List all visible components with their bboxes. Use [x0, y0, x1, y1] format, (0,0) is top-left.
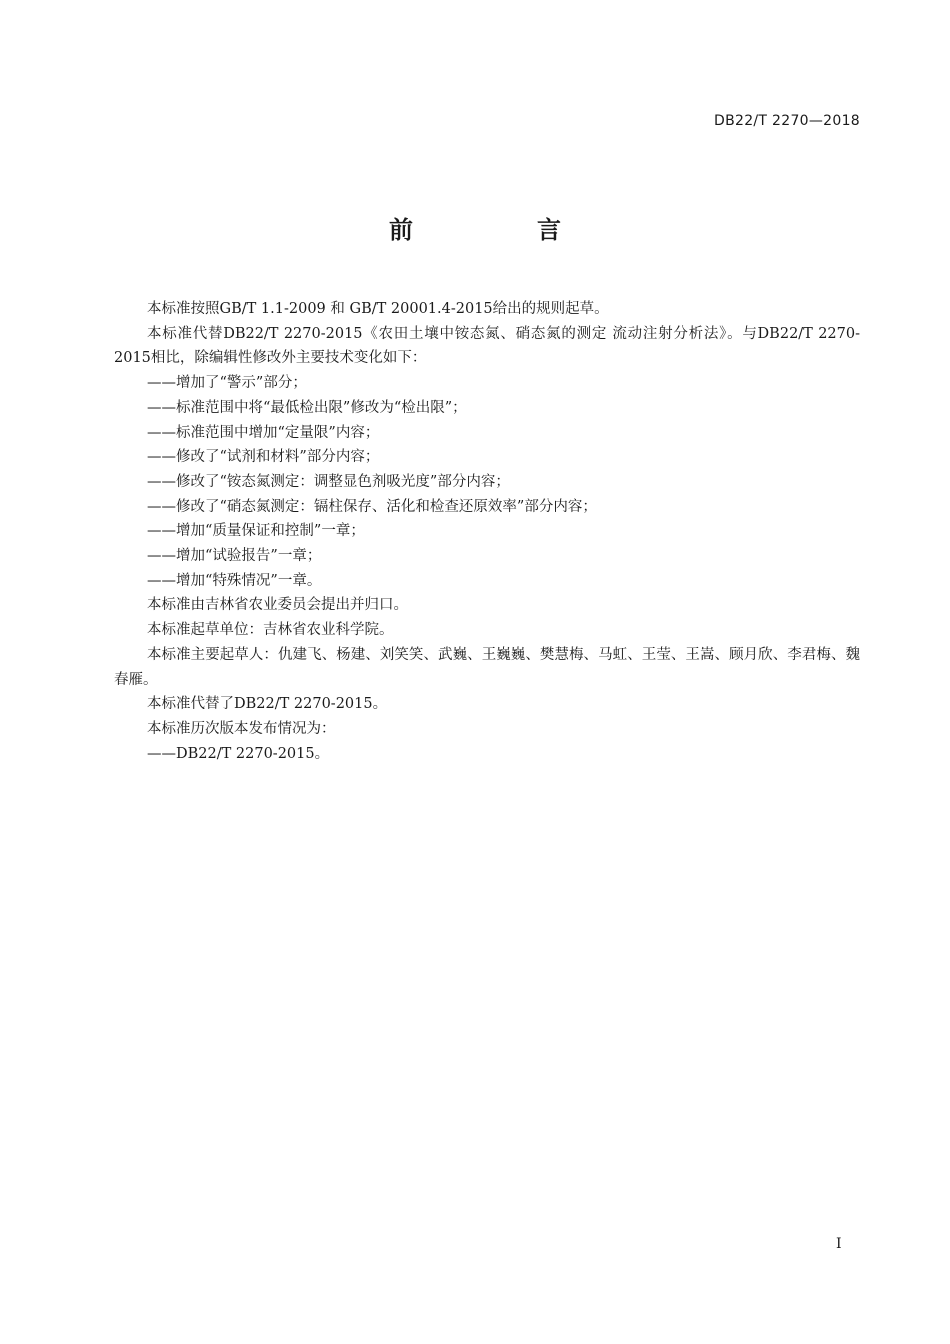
paragraph: 本标准由吉林省农业委员会提出并归口。 — [147, 597, 408, 614]
page-number: I — [836, 1236, 842, 1252]
paragraph: 本标准主要起草人：仇建飞、杨建、刘笑笑、武巍、王巍巍、樊慧梅、马虹、王莹、王嵩、顾月欣、李君梅、魏春雁。 — [114, 646, 860, 688]
list-item: ——DB22/T 2270-2015。 — [147, 745, 330, 762]
list-item: ——修改了“铵态氮测定：调整显色剂吸光度”部分内容； — [147, 473, 510, 490]
document-code: DB22/T 2270—2018 — [714, 113, 860, 129]
list-item: ——增加“质量保证和控制”一章； — [147, 523, 365, 540]
list-item: ——修改了“硝态氮测定：镉柱保存、活化和检查还原效率”部分内容； — [147, 498, 597, 515]
list-item: ——标准范围中增加“定量限”内容； — [147, 424, 380, 441]
list-item: ——修改了“试剂和材料”部分内容； — [147, 449, 380, 466]
paragraph: 本标准起草单位：吉林省农业科学院。 — [147, 622, 394, 639]
paragraph: 本标准历次版本发布情况为： — [147, 720, 336, 737]
paragraph: 本标准代替了DB22/T 2270-2015。 — [147, 696, 388, 713]
paragraph: 本标准按照GB/T 1.1-2009 和 GB/T 20001.4-2015给出的规则起草。 — [147, 301, 609, 317]
foreword-body — [114, 297, 860, 766]
paragraph: 本标准代替DB22/T 2270-2015《农田土壤中铵态氮、硝态氮的测定 流动注射分析法》。与DB22/T 2270-2015相比，除编辑性修改外主要技术变化如下： — [114, 325, 860, 367]
list-item: ——标准范围中将“最低检出限”修改为“检出限”； — [147, 399, 467, 416]
list-item: ——增加“特殊情况”一章。 — [147, 572, 322, 589]
list-item: ——增加“试验报告”一章； — [147, 548, 322, 565]
list-item: ——增加了“警示”部分； — [147, 375, 307, 392]
page-title: 前 言 — [389, 216, 611, 244]
